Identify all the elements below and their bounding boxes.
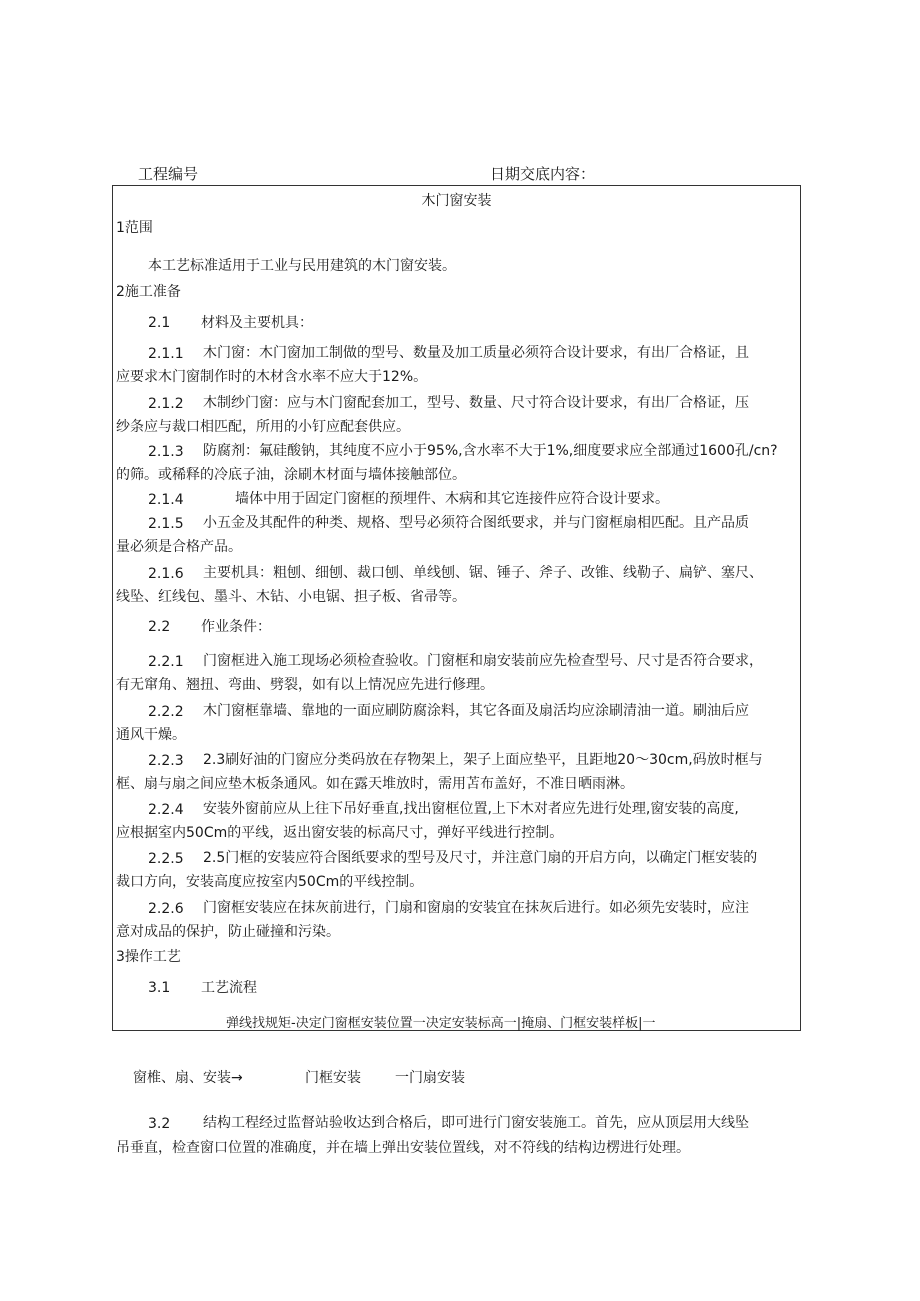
process-flow-line1: 弹线找规矩-决定门窗框安装位置一决定安装标高一|掩扇、门框安装样板|一 [226,1016,656,1031]
item-2-1-3-line1: 防腐剂：氟硅酸钠，其纯度不应小于95%,含水率不大于1%,细度要求应全部通过1600孔/cn? [203,443,778,459]
section-1-text: 本工艺标准适用于工业与民用建筑的木门窗安装。 [148,258,456,274]
item-number: 2.2.2 [148,704,184,720]
item-number: 2.1.5 [148,516,184,532]
item-2-1-4-line1: 墙体中用于固定门窗框的预埋件、木病和其它连接件应符合设计要求。 [235,491,669,507]
item-number: 3.1 [148,980,171,996]
item-2-1-1-line1: 木门窗：木门窗加工制做的型号、数量及加工质量必须符合设计要求，有出厂合格证，且 [203,345,749,361]
item-number: 2.2.3 [148,753,184,769]
section-1-heading: 1范围 [116,220,153,236]
item-2-2-4-line2: 应根据室内50Cm的平线，返出窗安装的标高尺寸，弹好平线进行控制。 [116,825,564,841]
process-flow-step-window: 窗椎、扇、安装→ [133,1070,243,1086]
item-2-2-2-line2: 通风干燥。 [116,727,186,743]
item-number: 2.1.4 [148,492,184,508]
item-2-2-1-line1: 门窗框进入施工现场必须检查验收。门窗框和扇安装前应先检查型号、尺寸是否符合要求， [203,653,763,669]
item-number: 2.2.1 [148,654,184,670]
item-2-2-1-line2: 有无窜角、翘扭、弯曲、劈裂，如有以上情况应先进行修理。 [116,677,494,693]
subsection-2-2: 作业条件： [201,619,271,635]
item-2-2-3-line2: 框、扇与扇之间应垫木板条通风。如在露天堆放时，需用苫布盖好，不准日晒雨淋。 [116,776,634,792]
item-2-1-5-line1: 小五金及其配件的种类、规格、型号必须符合图纸要求，并与门窗框扇相匹配。且产品质 [203,515,749,531]
item-2-2-6-line1: 门窗框安装应在抹灰前进行，门扇和窗扇的安装宜在抹灰后进行。如必须先安装时，应注 [203,900,749,916]
process-flow-step-door-leaf: 一门扇安装 [395,1070,465,1086]
subsection-3-1: 工艺流程 [201,980,257,996]
item-number: 2.2.6 [148,901,184,917]
item-2-1-6-line1: 主要机具：粗刨、细刨、裁口刨、单线刨、锯、锤子、斧子、改锥、线勒子、扁铲、塞尺、 [203,565,763,581]
section-3-heading: 3操作工艺 [116,949,181,965]
item-2-2-4-line1: 安装外窗前应从上往下吊好垂直,找出窗框位置,上下木对者应先进行处理,窗安装的高度, [203,801,739,817]
item-2-1-2-line1: 木制纱门窗：应与木门窗配套加工，型号、数量、尺寸符合设计要求，有出厂合格证，压 [203,395,749,411]
item-2-1-1-line2: 应要求木门窗制作时的木材含水率不应大于12%。 [116,369,428,385]
date-content-label: 日期交底内容： [490,165,596,183]
item-number: 3.2 [148,1116,171,1132]
item-2-2-3-line1: 2.3刷好油的门窗应分类码放在存物架上，架子上面应垫平，且距地20～30cm,码放时框与 [203,752,763,768]
item-number: 2.1.2 [148,396,184,412]
document-title: 木门窗安装 [421,193,492,209]
item-number: 2.2.4 [148,802,184,818]
item-2-2-5-line2: 裁口方向，安装高度应按室内50Cm的平线控制。 [116,874,424,890]
item-3-2-line2: 吊垂直，检查窗口位置的准确度，并在墙上弹出安装位置线，对不符线的结构边楞进行处理。 [116,1140,690,1156]
item-2-1-2-line2: 纱条应与裁口相匹配，所用的小钉应配套供应。 [116,419,410,435]
item-2-1-5-line2: 量必须是合格产品。 [116,539,242,555]
item-number: 2.1.3 [148,444,184,460]
section-2-heading: 2施工准备 [116,284,181,300]
process-flow-step-door-frame: 门框安装 [305,1070,361,1086]
subsection-2-1: 材料及主要机具： [201,315,313,331]
item-2-2-5-line1: 2.5门框的安装应符合图纸要求的型号及尺寸，并注意门扇的开启方向，以确定门框安装的 [203,850,758,866]
item-number: 2.1.6 [148,566,184,582]
item-2-1-6-line2: 线坠、红线包、墨斗、木钻、小电锯、担子板、省帚等。 [116,589,466,605]
item-number: 2.1.1 [148,346,184,362]
item-number: 2.2.5 [148,851,184,867]
item-number: 2.1 [148,315,171,331]
item-number: 2.2 [148,619,171,635]
project-number-label: 工程编号 [138,165,199,183]
item-2-1-3-line2: 的筛。或稀释的冷底子油，涂刷木材面与墙体接触部位。 [116,467,466,483]
item-2-2-6-line2: 意对成品的保护，防止碰撞和污染。 [116,924,340,940]
item-2-2-2-line1: 木门窗框靠墙、靠地的一面应刷防腐涂料，其它各面及扇活均应涂刷清油一道。刷油后应 [203,703,749,719]
item-3-2-line1: 结构工程经过监督站验收达到合格后，即可进行门窗安装施工。首先，应从顶层用大线坠 [203,1115,749,1131]
